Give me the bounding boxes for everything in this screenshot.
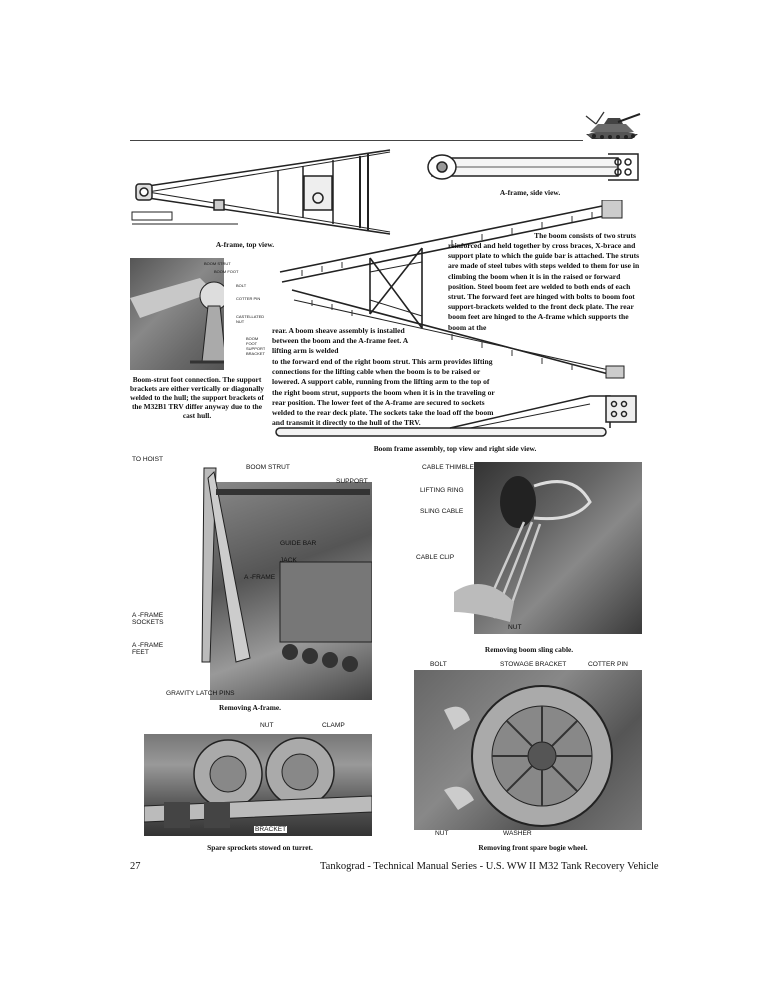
caption-removing-bogie: Removing front spare bogie wheel. xyxy=(478,843,588,852)
label-washer: WASHER xyxy=(503,830,532,837)
label-nut-bogie: NUT xyxy=(435,830,449,837)
label-cotter-pin: COTTER PIN xyxy=(236,296,261,301)
label-nut-sling: NUT xyxy=(508,624,522,631)
label-support-bracket: BOOM FOOT SUPPORT BRACKET xyxy=(246,336,265,356)
label-cable-clip: CABLE CLIP xyxy=(416,554,455,561)
label-boom-strut-photo: BOOM STRUT xyxy=(246,464,290,471)
label-bolt: BOLT xyxy=(236,283,247,288)
caption-boom-strut-foot: Boom-strut foot connection. The support brackets are either vertically or diagonally welded to the hull; the support brackets of the M32B1 TRV differ anyway due to the cast hull. xyxy=(129,375,265,420)
boom-side-view-drawing xyxy=(270,390,642,440)
label-guide-bar: GUIDE BAR xyxy=(280,540,317,547)
body-text-part4: to the forward end of the right boom strut. This arm provides lifting connections for the lifting cable when the boom is to be raised or lowered. A support cable, running from the lifting arm to the top of the right boom strut, supports the boom when it is in the traveling or rear position. The lower feet of the A-frame are secured to sockets welded to the rear deck plate. The sockets take the load off the boom and transmit it directly to the hull of the TRV. xyxy=(272,357,495,428)
removing-sling-photo xyxy=(414,462,642,634)
label-jack: JACK xyxy=(280,557,297,564)
label-support: SUPPORT xyxy=(336,478,368,485)
label-stowage-bracket: STOWAGE BRACKET xyxy=(500,661,567,668)
label-boom-foot: BOOM FOOT xyxy=(214,269,239,274)
caption-removing-sling: Removing boom sling cable. xyxy=(484,645,574,654)
label-lifting-ring: LIFTING RING xyxy=(420,487,464,494)
label-a-frame: A -FRAME xyxy=(244,574,276,581)
removing-aframe-photo xyxy=(130,452,372,700)
aframe-side-view-drawing xyxy=(412,148,640,188)
page-number: 27 xyxy=(130,861,141,872)
body-text-part3: rear. A boom sheave assembly is installed between the boom and the A-frame feet. A lifting arm is welded xyxy=(272,326,408,356)
label-bolt-bogie: BOLT xyxy=(430,661,447,668)
caption-aframe-top: A-frame, top view. xyxy=(215,240,275,249)
label-cable-thimble: CABLE THIMBLE xyxy=(422,464,474,471)
label-sling-cable: SLING CABLE xyxy=(420,508,464,515)
caption-spare-sprockets: Spare sprockets stowed on turret. xyxy=(207,843,313,852)
boom-foot-photo xyxy=(130,258,265,370)
label-cotter-pin-bogie: COTTER PIN xyxy=(588,661,628,668)
label-clamp: CLAMP xyxy=(322,722,345,729)
label-a-frame-sockets: A -FRAME SOCKETS xyxy=(132,612,164,626)
tank-logo-icon xyxy=(582,108,642,142)
series-title: Tankograd - Technical Manual Series - U.S. WW II M32 Tank Recovery Vehicle xyxy=(320,861,659,872)
body-text-part2: reinforced and held together by cross braces, X-brace and support plate to which the guide bar is attached. The struts are made of steel tubes with steps welded to them for use in climbing the boom when it is in the raised or forward position. Steel boom feet are welded to both ends of each strut. The forward feet are hinged with bolts to boom foot support-brackets welded to the front deck plate. The rear boom feet are hinged to the A-frame which supports the boom at the xyxy=(448,241,640,332)
header-rule xyxy=(130,140,583,141)
caption-aframe-side: A-frame, side view. xyxy=(499,188,561,197)
label-boom-strut: BOOM STRUT xyxy=(204,261,231,266)
label-gravity-latch-pins: GRAVITY LATCH PINS xyxy=(166,690,235,697)
caption-boom-frame: Boom frame assembly, top view and right side view. xyxy=(373,444,537,453)
label-bracket: BRACKET xyxy=(255,826,287,833)
removing-bogie-photo xyxy=(414,660,642,838)
body-text-part1: The boom consists of two struts xyxy=(534,231,636,240)
label-nut-sprocket: NUT xyxy=(260,722,274,729)
spare-sprockets-photo xyxy=(144,722,372,836)
label-a-frame-feet: A -FRAME FEET xyxy=(132,642,164,656)
caption-removing-aframe: Removing A-frame. xyxy=(219,703,281,712)
label-castellated-nut: CASTELLATED NUT xyxy=(236,314,265,324)
label-to-hoist: TO HOIST xyxy=(132,456,164,463)
